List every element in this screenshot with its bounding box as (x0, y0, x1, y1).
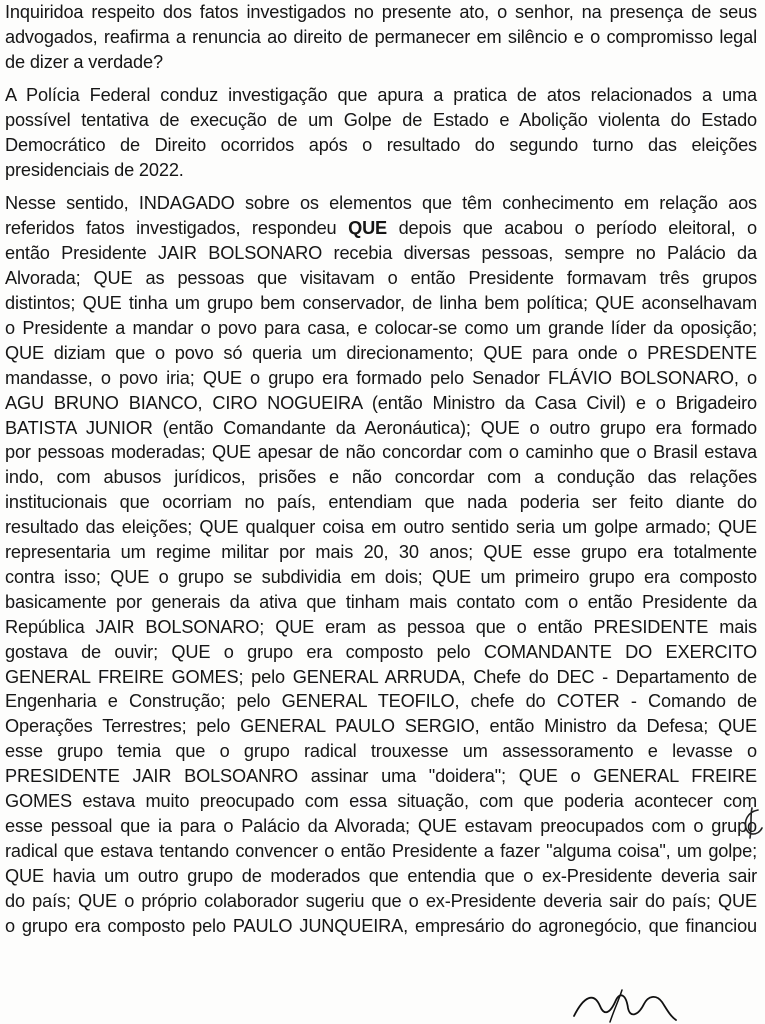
text-line: GENERAL FREIRE GOMES; pelo GENERAL ARRUDA, Chefe do DEC - Departamento de (5, 666, 757, 687)
document-body (5, 0, 757, 939)
text-line: GOMES estava muito preocupado com essa situação, com que poderia acontecer com (5, 791, 757, 812)
text-line: de dizer a verdade? (5, 51, 163, 72)
text-line: mandasse, o povo iria; QUE o grupo era formado pelo Senador FLÁVIO BOLSONARO, o (5, 367, 757, 388)
text-line: gostava de ouvir; QUE o grupo era composto pelo COMANDANTE DO EXERCITO (5, 641, 757, 662)
text-line: resultado das eleições; QUE qualquer coisa em outro sentido seria um golpe armado; QUE (5, 517, 757, 538)
text-line: AGU BRUNO BIANCO, CIRO NOGUEIRA (então Ministro da Casa Civil) e o Brigadeiro (5, 392, 757, 413)
text-line: A Polícia Federal conduz investigação que apura a pratica de atos relacionados a uma (5, 85, 757, 106)
text-line: esse grupo temia que o grupo radical trouxesse um assessoramento e levasse o (5, 741, 757, 762)
text-line: esse pessoal que ia para o Palácio da Alvorada; QUE estavam preocupados com o grupo (5, 816, 757, 836)
text-line: por pessoas moderadas; QUE apesar de não concordar com o caminho que o Brasil estava (5, 442, 757, 463)
text-line: indo, com abusos jurídicos, prisões e não concordar com a condução das relações (5, 467, 757, 488)
bold-que: QUE (348, 218, 388, 239)
text-line: QUE diziam que o povo só queria um direcionamento; QUE para onde o PRESDENTE (5, 342, 757, 363)
text-run: depois que acabou o período eleitoral, o (387, 218, 757, 239)
text-line: o grupo era composto pelo PAULO JUNQUEIRA, empresário do agronegócio, que financiou (5, 915, 757, 936)
text-line: então Presidente JAIR BOLSONARO recebia diversas pessoas, sempre no Palácio da (5, 243, 757, 264)
text-line: presidenciais de 2022. (5, 159, 184, 180)
paragraph-context (5, 83, 757, 183)
text-line: institucionais que ocorriam no país, entendiam que nada poderia ser feito diante do (5, 492, 757, 513)
text-line: Nesse sentido, INDAGADO sobre os elementos que têm conhecimento em relação aos (5, 193, 757, 214)
text-line: representaria um regime militar por mais 20, 30 anos; QUE esse grupo era totalmente (5, 542, 757, 563)
text-line: República JAIR BOLSONARO; QUE eram as pessoa que o então PRESIDENTE mais (5, 616, 757, 637)
text-line: Alvorada; QUE as pessoas que visitavam o então Presidente formavam três grupos (5, 268, 757, 289)
text-line: Democrático de Direito ocorridos após o resultado do segundo turno das eleições (5, 135, 757, 156)
text-line: BATISTA JUNIOR (então Comandante da Aeronáutica); QUE o outro grupo era formado (5, 417, 757, 438)
text-line: distintos; QUE tinha um grupo bem conservador, de linha bem política; QUE aconselhavam (5, 292, 757, 313)
signature-scribble (570, 986, 680, 1024)
paragraph-testimony (5, 191, 757, 938)
text-line: possível tentativa de execução de um Golpe de Estado e Abolição violenta do Estado (5, 110, 757, 131)
text-line: Engenharia e Construção; pelo GENERAL TEOFILO, chefe do COTER - Comando de (5, 691, 757, 712)
text-line: PRESIDENTE JAIR BOLSOANRO assinar uma "doidera"; QUE o GENERAL FREIRE (5, 766, 757, 787)
text-line: Inquiridoa respeito dos fatos investigados no presente ato, o senhor, na presença de seus (5, 2, 757, 22)
text-line: radical que estava tentando convencer o então Presidente a fazer "alguma coisa", um golpe; (5, 840, 757, 861)
text-line: advogados, reafirma a renuncia ao direito de permanecer em silêncio e o compromisso legal (5, 26, 757, 47)
text-line: QUE havia um outro grupo de moderados que entendia que o ex-Presidente deveria sair (5, 865, 757, 886)
text-line: contra isso; QUE o grupo se subdividia em dois; QUE um primeiro grupo era composto (5, 566, 757, 587)
text-line: o Presidente a mandar o povo para casa, e colocar-se como um grande líder da oposição; (5, 317, 757, 338)
paragraph-question (5, 0, 757, 75)
text-line: basicamente por generais da ativa que tinham mais contato com o então Presidente da (5, 591, 757, 612)
text-line: Operações Terrestres; pelo GENERAL PAULO SERGIO, então Ministro da Defesa; QUE (5, 716, 757, 737)
text-line: do país; QUE o próprio colaborador sugeriu que o ex-Presidente deveria sair do país; QUE (5, 890, 757, 911)
text-line (5, 216, 757, 241)
text-run: referidos fatos investigados, respondeu (5, 218, 349, 239)
